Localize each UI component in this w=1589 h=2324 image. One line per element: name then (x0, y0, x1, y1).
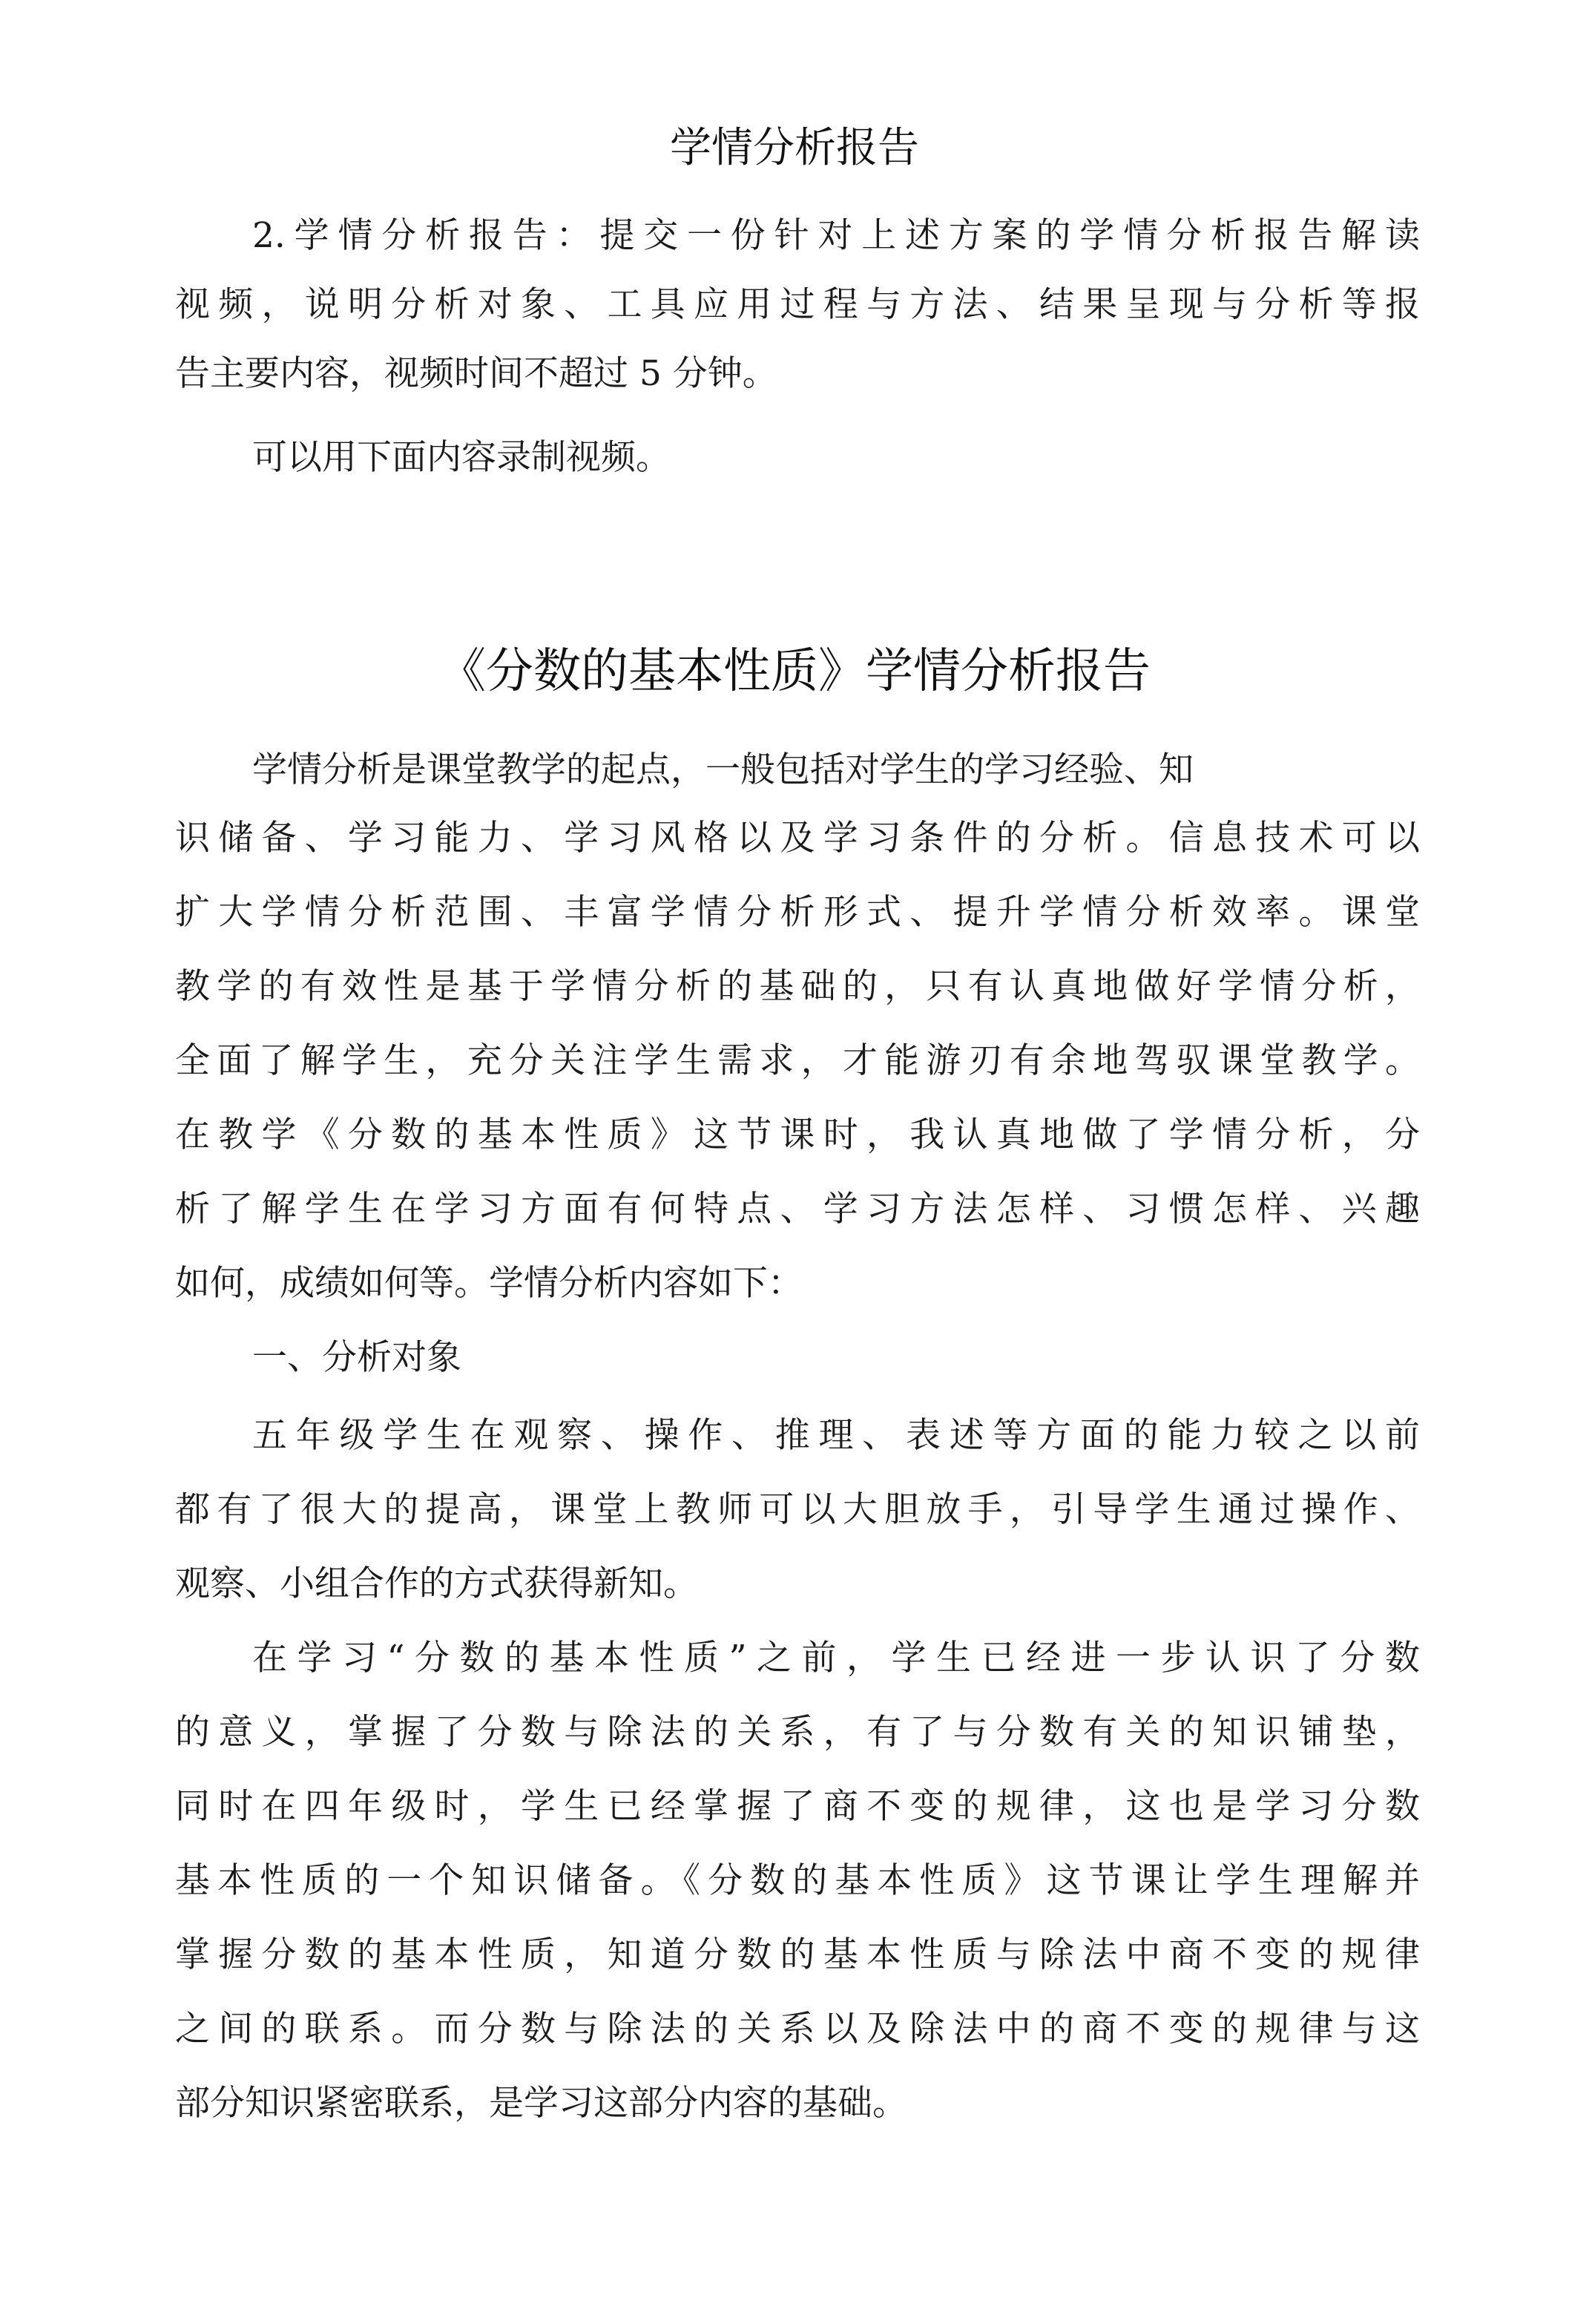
section-1-heading: 一、分析对象 (252, 1337, 461, 1378)
document-title: 学情分析报告 (670, 124, 919, 172)
p1-line-4: 教学的有效性是基于学情分析的基础的，只有认真地做好学情分析， (175, 966, 1420, 1007)
p3-line-1: 在学习“分数的基本性质”之前，学生已经进一步认识了分数 (252, 1638, 1420, 1678)
p1-line-6: 在教学《分数的基本性质》这节课时，我认真地做了学情分析，分 (175, 1115, 1420, 1155)
p1-line-3: 扩大学情分析范围、丰富学情分析形式、提升学情分析效率。课堂 (175, 892, 1420, 933)
p2-line-3: 观察、小组合作的方式获得新知。 (175, 1563, 698, 1604)
p3-line-5: 掌握分数的基本性质，知道分数的基本性质与除法中商不变的规律 (175, 1934, 1420, 1975)
p3-line-4: 基本性质的一个知识储备。《分数的基本性质》这节课让学生理解并 (175, 1860, 1420, 1901)
p1-line-7: 析了解学生在学习方面有何特点、学习方法怎样、习惯怎样、兴趣 (175, 1189, 1420, 1230)
p3-line-7: 部分知识紧密联系，是学习这部分内容的基础。 (175, 2083, 907, 2124)
p2-line-1: 五年级学生在观察、操作、推理、表述等方面的能力较之以前 (252, 1415, 1420, 1456)
p1-line-8: 如何，成绩如何等。学情分析内容如下： (175, 1263, 803, 1304)
intro-note: 可以用下面内容录制视频。 (252, 437, 671, 478)
p3-line-6: 之间的联系。而分数与除法的关系以及除法中的商不变的规律与这 (175, 2009, 1420, 2049)
p1-line-5: 全面了解学生，充分关注学生需求，才能游刃有余地驾驭课堂教学。 (175, 1040, 1420, 1081)
p2-line-2: 都有了很大的提高，课堂上教师可以大胆放手，引导学生通过操作、 (175, 1489, 1420, 1530)
p3-line-3: 同时在四年级时，学生已经掌握了商不变的规律，这也是学习分数 (175, 1786, 1420, 1827)
p3-line-2: 的意义，掌握了分数与除法的关系，有了与分数有关的知识铺垫， (175, 1712, 1420, 1753)
intro-line-3: 告主要内容，视频时间不超过 5 分钟。 (175, 353, 777, 394)
intro-line-1: 2.学情分析报告：提交一份针对上述方案的学情分析报告解读 (252, 215, 1420, 256)
report-title: 《分数的基本性质》学情分析报告 (438, 644, 1151, 699)
intro-line-2: 视频，说明分析对象、工具应用过程与方法、结果呈现与分析等报 (175, 284, 1420, 325)
p1-line-1: 学情分析是课堂教学的起点，一般包括对学生的学习经验、知 (252, 749, 1194, 790)
p1-line-2: 识储备、学习能力、学习风格以及学习条件的分析。信息技术可以 (175, 818, 1420, 859)
